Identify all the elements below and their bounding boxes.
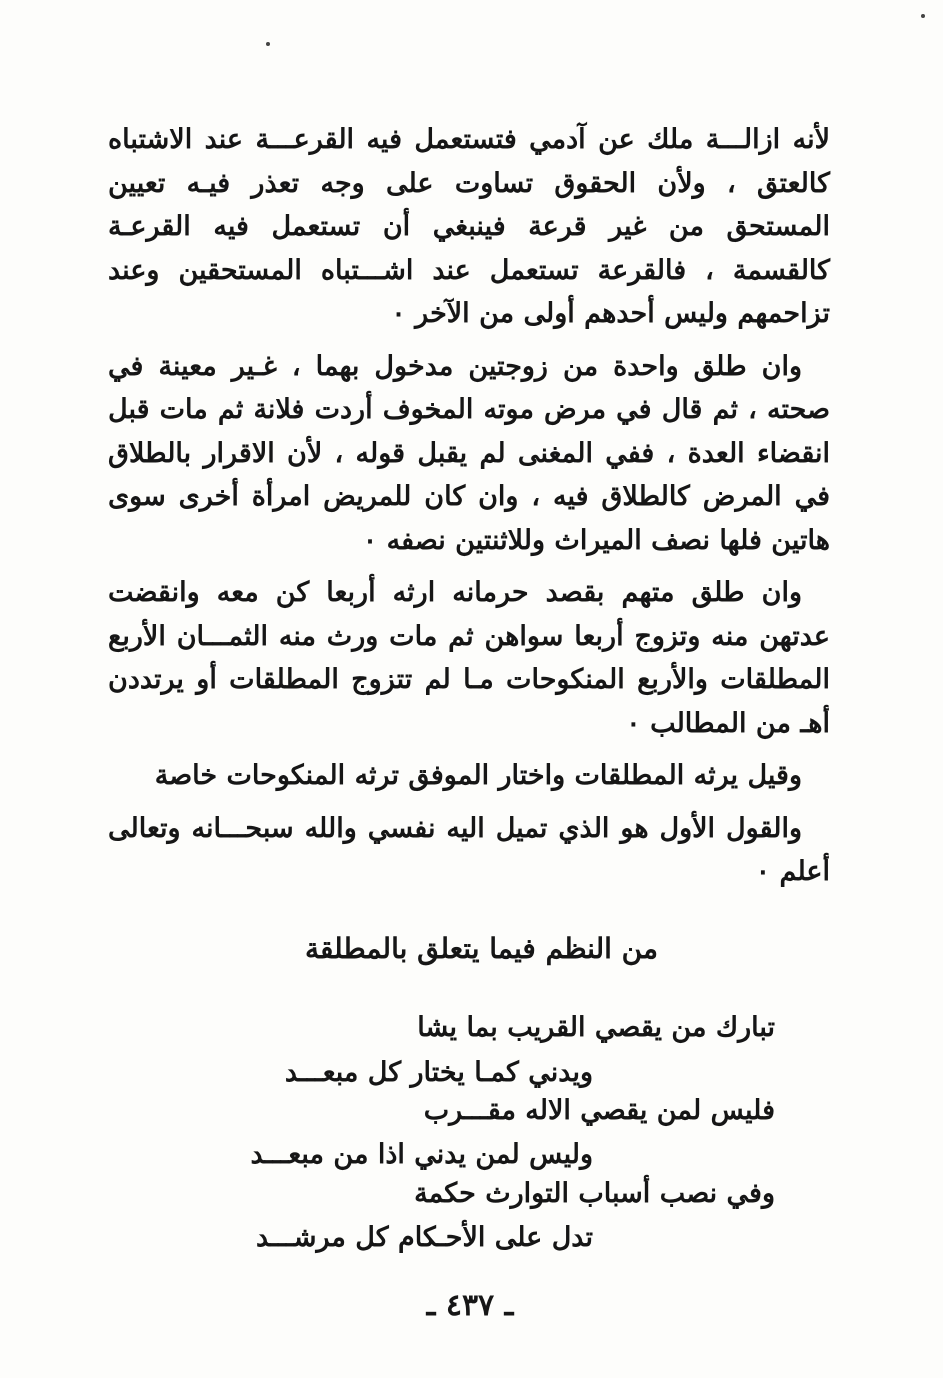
- verse-line-3: فليس لمن يقصي الاله مقـــرب: [423, 1095, 775, 1126]
- verse-line-6: تدل على الأحـكام كل مرشـــد: [256, 1222, 593, 1253]
- verse-line-2: ويدني كمـا يختار كل مبعـــد: [284, 1057, 593, 1088]
- body-text: [108, 118, 830, 903]
- paragraph-3: وان طلق متهم بقصد حرمانه ارثه أربعا كن معه وانقضت عدتهن منه وتزوج أربعا سواهن ثم مات ورث منه الثمـــان الأربع المطلقات والأربع المنكوحات مـا لم تتزوج المطلقات أو يرتددن أهـ من المطالب ٠: [108, 577, 830, 739]
- page-number: ـ ٤٣٧ ـ: [426, 1288, 514, 1323]
- paragraph-5: والقول الأول هو الذي تميل اليه نفسي والله سبحـــانه وتعالى أعلم ٠: [108, 812, 830, 887]
- verse-line-4: وليس لمن يدني اذا من مبعـــد: [250, 1139, 593, 1170]
- verse-line-5: وفي نصب أسباب التوارث حكمة: [414, 1178, 775, 1209]
- paragraph-2: وان طلق واحدة من زوجتين مدخول بهما ، غـير معينة في صحته ، ثم قال في مرض موته المخوف أردت فلانة ثم مات قبل انقضاء العدة ، ففي المغنى لم يقبل قوله ، لأن الاقرار بالطلاق في المرض كالطلاق فيه ، وان كان للمريض امرأة أخرى سوى هاتين فلها نصف الميراث وللاثنتين نصفه ٠: [108, 350, 830, 556]
- scan-speck: [921, 14, 925, 18]
- scan-speck: [266, 42, 270, 46]
- paragraph-4: وقيل يرثه المطلقات واختار الموفق ترثه المنكوحات خاصة: [154, 760, 802, 791]
- section-heading: من النظم فيما يتعلق بالمطلقة: [304, 932, 658, 965]
- paragraph-1: لأنه ازالـــة ملك عن آدمي فتستعمل فيه القرعـــة عند الاشتباه كالعتق ، ولأن الحقوق تساوت على وجه تعذر فيـه تعيين المستحق من غير قرعة فينبغي أن تستعمل فيه القرعـة كالقسمة ، فالقرعة تستعمل عند اشـــتباه المستحقين وعند تزاحمهم وليس أحدهم أولى من الآخر ٠: [108, 124, 830, 329]
- verse-line-1: تبارك من يقصي القريب بما يشا: [417, 1012, 775, 1043]
